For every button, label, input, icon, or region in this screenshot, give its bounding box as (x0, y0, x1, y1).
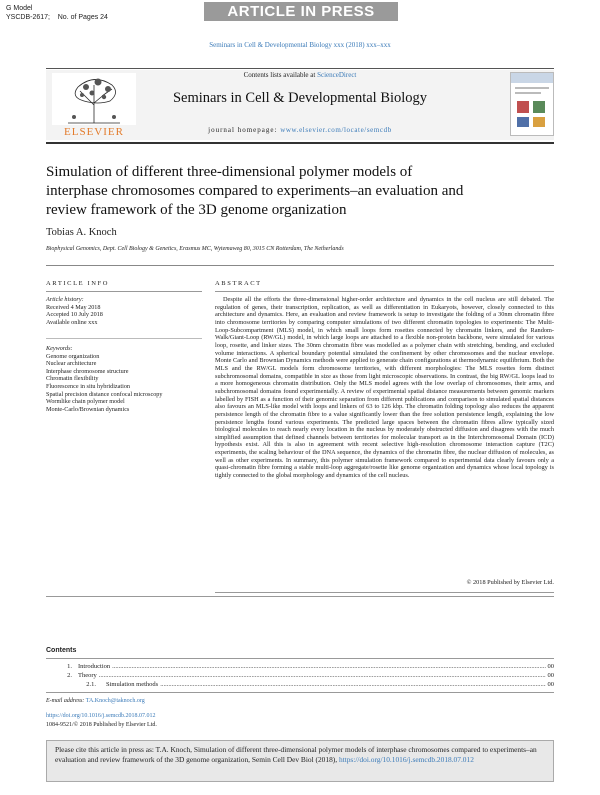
toc-entry-theory[interactable] (46, 671, 554, 680)
history-label: Article history: (46, 296, 84, 303)
toc-number: 1. (67, 663, 72, 670)
issn-line: 1084-9521/© 2018 Published by Elsevier Ltd. (46, 722, 157, 728)
toc-page: 00 (547, 672, 554, 679)
author-affiliation: Biophysical Genomics, Dept. Cell Biology & Genetics, Erasmus MC, Wytemaweg 80, 3015 CN Rotterdam, The Netherlands (46, 246, 344, 252)
article-info-heading: ARTICLE INFO (46, 280, 110, 287)
article-info-rule (46, 291, 202, 292)
keyword-item: Monte-Carlo/Brownian dynamics (46, 405, 130, 413)
keywords-label: Keywords: (46, 345, 73, 352)
journal-cover-thumbnail (510, 72, 554, 136)
toc-entry-introduction[interactable] (46, 662, 554, 671)
email-link[interactable]: TA.Knoch@taknoch.org (85, 698, 145, 704)
article-in-press-banner: ARTICLE IN PRESS (204, 2, 398, 21)
masthead-bottom-rule (46, 142, 554, 144)
citation-text: Please cite this article in press as: T.A. Knoch, Simulation of different three-dimensional polymer models of interphase chromosomes compared to experiments–an evaluation and review framework of the 3D genome organization, Semin Cell Dev Biol (2018), (55, 745, 537, 764)
contents-bottom-rule (46, 692, 554, 693)
section-divider (46, 596, 554, 597)
elsevier-logo-text: ELSEVIER (64, 126, 124, 138)
toc-leader (160, 680, 545, 689)
journal-reference[interactable]: Seminars in Cell & Developmental Biology xxx (2018) xxx–xxx (209, 41, 391, 49)
toc-label: Simulation methods (106, 681, 159, 688)
abstract-bottom-rule (215, 592, 554, 593)
abstract-text: Despite all the efforts the three-dimensional higher-order architecture and dynamics in the cell nucleus are still debated. The regulation of genes, their transcription, replication, as well as differentiation in Eukaryots, however, closely connected to this architecture and dynamics. Here, an evaluation and review framework is setup to investigate the folding of a 30nm chromatin fibre into chromosome territories by comparing computer simulations of two different chromatin topologies to experiments: The Multi-Loop-Subcompartment (MLS) model, in which small loops form rosettes connected by chromatin linkers, and the Random-Walk/Giant-Loop (RW/GL) model, in which large loops are attached to a flexible non-protein backbone, were simulated for various loop, rosette, and linker sizes. The 30nm chromatin fibre was modelled as a polymer chain with stretching, bending, and excluded volume interactions. A spherical boundary potential simulated the confinement by other chromosomes and the nuclear envelope. Monte Carlo and Brownian Dynamics methods were applied to generate chain configurations at thermodynamic equilibrium. Both the MLS and the RW/GL models form chromosome territories, with different morphologies: The MLS rosettes form distinct subchromosomal domains, compatible in size as those from light microscopic observations. In contrast, the big RW/GL loops lead to a more homogeneous chromatin distribution. Only the MLS model agrees with the low overlap of chromosomes, their arms, and subchromosomal domains found experimentally. A review of experimental spatial distance measurements between genomic markers labelled by FISH as a function of their genomic separation from different publications and comparison to simulated spatial distances also favours an MLS-like model with loops and linkers of 63 to 126 kbp. The chromatin folding topology also reduces the apparent persistence length of the chromatin fibre to a value significantly lower than the free solution persistence length, explaining the low persistence lengths found various experiments. The predicted large spaces between the chromatin fibres allow typically sized biological molecules to reach nearly every location in the nucleus by moderately obstructed diffusion and disagrees with the much simplified assumption that defined channels between territories for molecular transport as in the Interchromosomal Domain (ICD) hypothesis exist. All this is also in agreement with recent selective high-resolution chromosome interaction capture (T2C) experiments, the scaling behaviour of the DNA sequence, the dynamics of the chromatin fibre, the nuclear diffusion of molecules, as well as other experiments. In summary, this polymer simulation framework compared to experimental data clearly favours only a quasi-chromatin fibre forming a stable multi-loop aggregate/rosette like genome organization and dynamics whose local topology is tightly connected to the global morphology and dynamics of the cell nucleus. (215, 296, 554, 480)
title-divider (46, 265, 554, 266)
toc-leader (99, 671, 546, 680)
keyword-item: Fluorescence in situ hybridization (46, 382, 131, 390)
toc-page: 00 (547, 681, 554, 688)
toc-entry-simulation-methods[interactable] (46, 680, 554, 689)
doi-link[interactable]: https://doi.org/10.1016/j.semcdb.2018.07.012 (46, 713, 156, 719)
toc-label: Introduction (78, 663, 111, 670)
history-online: Available online xxx (46, 318, 98, 326)
email-label: E-mail address: (46, 698, 86, 704)
contents-rule (46, 658, 554, 659)
sciencedirect-link[interactable]: ScienceDirect (317, 71, 357, 79)
keyword-item: Wormlike chain polymer model (46, 398, 125, 406)
citation-box (46, 740, 554, 782)
contents-prefix: Contents lists available at (243, 71, 318, 79)
article-title: Simulation of different three-dimensional polymer models of interphase chromosomes compared to experiments–an evaluation and review framework of the 3D genome organization (46, 164, 464, 218)
toc-leader (112, 662, 545, 671)
toc-number: 2.1. (86, 681, 96, 688)
author-name[interactable]: Tobias A. Knoch (46, 227, 117, 238)
journal-title: Seminars in Cell & Developmental Biology (172, 90, 428, 106)
keyword-item: Nuclear architecture (46, 360, 97, 368)
keywords-rule (46, 338, 202, 339)
masthead-top-rule (46, 68, 554, 69)
article-history (46, 296, 103, 326)
keywords-list (46, 345, 202, 413)
homepage-link[interactable]: www.elsevier.com/locate/semcdb (280, 126, 392, 134)
email-footnote (46, 698, 145, 704)
keyword-item: Chromatin flexibility (46, 375, 99, 383)
keyword-item: Interphase chromosome structure (46, 367, 129, 375)
keyword-item: Spatial precision distance confocal microscopy (46, 390, 163, 398)
toc-label: Theory (78, 672, 97, 679)
history-received: Received 4 May 2018 (46, 303, 101, 311)
abstract-rule (215, 291, 554, 292)
toc-page: 00 (547, 663, 554, 670)
cover-image-icon (511, 73, 553, 135)
homepage-label: journal homepage: (208, 126, 281, 134)
pages-count: YSCDB-2617; No. of Pages 24 (6, 14, 108, 21)
copyright-notice: © 2018 Published by Elsevier Ltd. (466, 579, 554, 586)
manuscript-id (6, 4, 108, 22)
toc-number: 2. (67, 672, 72, 679)
keyword-item: Genome organization (46, 352, 100, 360)
contents-heading: Contents (46, 647, 77, 654)
abstract-heading: ABSTRACT (215, 280, 262, 287)
history-accepted: Accepted 10 July 2018 (46, 311, 103, 319)
gmodel-label: G Model (6, 5, 33, 12)
citation-doi-link[interactable]: https://doi.org/10.1016/j.semcdb.2018.07.012 (338, 755, 474, 764)
